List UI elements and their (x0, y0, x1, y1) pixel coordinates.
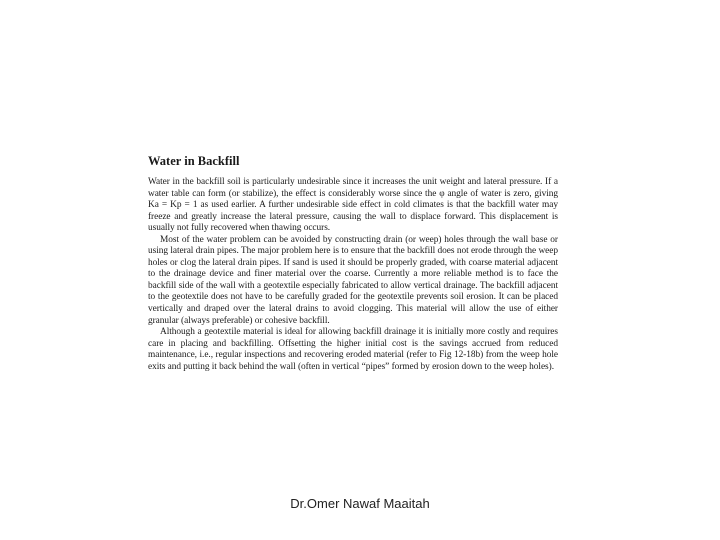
author-footer: Dr.Omer Nawaf Maaitah (290, 496, 430, 511)
paragraph-geotextile-cost: Although a geotextile material is ideal for allowing backfill drainage it is initially more costly and requires care in placing and backfilling. Offsetting the higher initial cost is the savings accrued from reduced maintenance, i.e., regular inspections and recovering eroded material (refer to Fig 12-18b) from the weep hole exits and putting it back behind the wall (often in vertical “pipes” formed by erosion down to the weep holes). (148, 327, 558, 372)
section-heading: Water in Backfill (148, 154, 240, 168)
textbook-excerpt (148, 154, 558, 373)
paragraph-water-effects: Water in the backfill soil is particularly undesirable since it increases the unit weight and lateral pressure. If a water table can form (or stabilize), the effect is considerably worse since the φ angle of water is zero, giving Ka = Kp = 1 as used earlier. A further undesirable side effect in cold climates is that the backfill water may freeze and greatly increase the lateral pressure, causing the wall to displace forward. This displacement is usually not fully recovered when thawing occurs. (148, 177, 558, 234)
paragraph-drainage-methods: Most of the water problem can be avoided by constructing drain (or weep) holes through the wall base or using lateral drain pipes. The major problem here is to ensure that the backfill does not erode through the weep holes or clog the lateral drain pipes. If sand is used it should be properly graded, with coarse material adjacent to the drainage device and finer material over the coarse. Currently a more reliable method is to face the backfill side of the wall with a geotextile especially fabricated to allow vertical drainage. The backfill adjacent to the geotextile does not have to be carefully graded for the geotextile prevents soil erosion. It can be placed vertically and draped over the lateral drains to avoid clogging. This material will allow the use of either granular (always preferable) or cohesive backfill. (148, 234, 558, 326)
